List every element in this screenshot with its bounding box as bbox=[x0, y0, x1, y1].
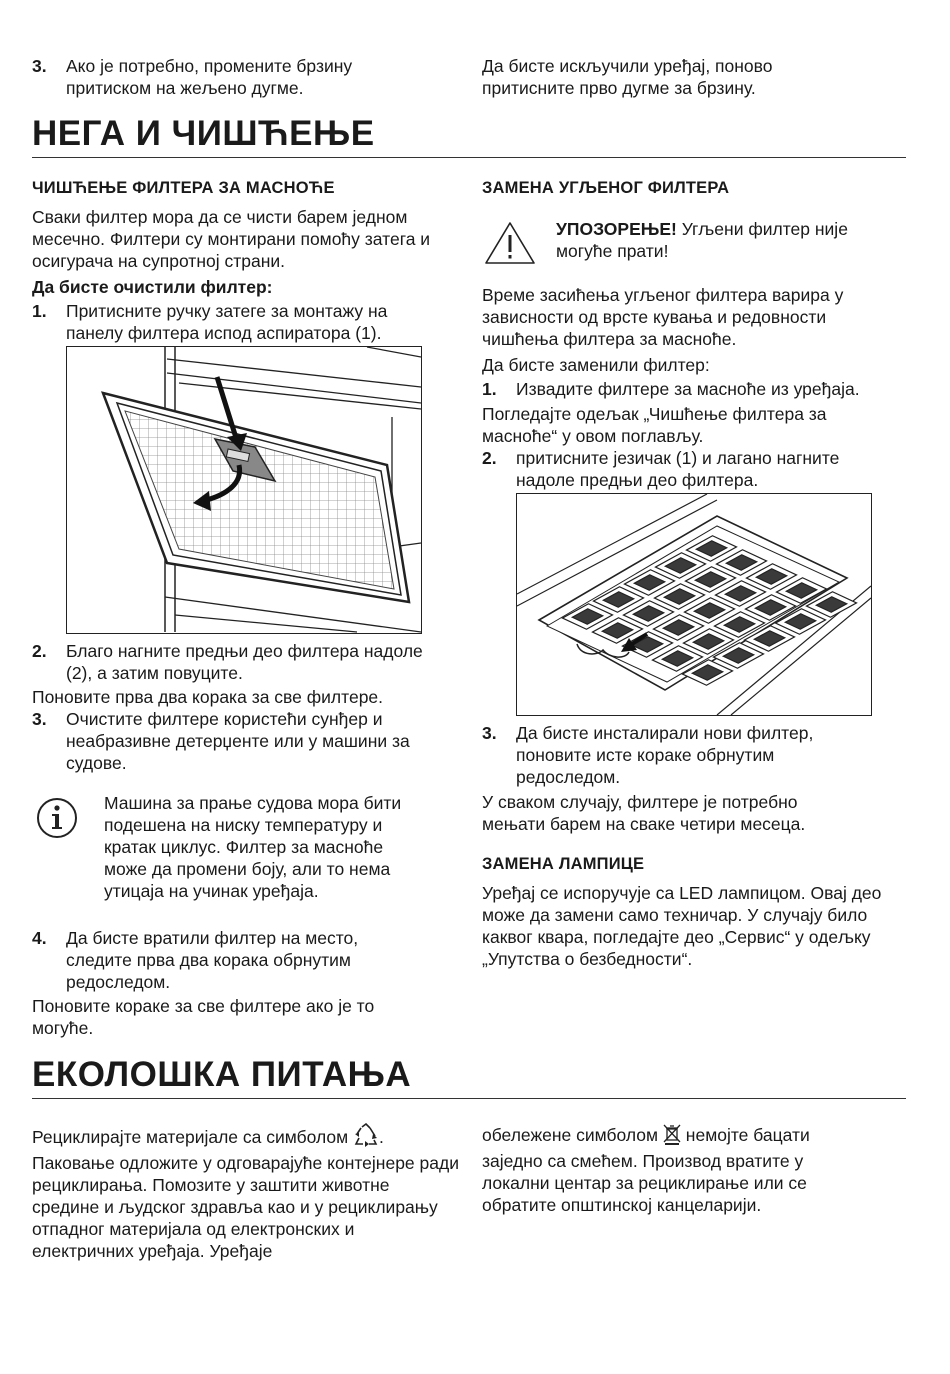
step-text: Ако је потребно, промените брзину притиском на жељено дугме. bbox=[66, 56, 353, 98]
section-title-care: НЕГА И ЧИШЋЕЊЕ bbox=[32, 114, 375, 153]
step-text: Благо нагните предњи део филтера надоле (2), а затим повуците. bbox=[66, 641, 423, 683]
weee-text-rest: немојте бацати заједно са смећем. Производ вратите у локални центар за рециклирање или се обратите општинској канцеларији. bbox=[482, 1125, 810, 1215]
step-number: 4. bbox=[32, 928, 47, 948]
grease-step-4 bbox=[32, 927, 432, 993]
step-number: 3. bbox=[32, 709, 47, 729]
turn-off-text: Да бисте искључили уређај, поново притисните прво дугме за брзину. bbox=[482, 56, 773, 98]
step-text: Да бисте вратили филтер на место, следите прва два корака обрнутим редоследом. bbox=[66, 928, 359, 992]
carbon-filter-heading: ЗАМЕНА УГЉЕНОГ ФИЛТЕРА bbox=[482, 179, 730, 197]
step-text: Очистите филтере користећи сунђер и неабразивне детерџенте или у машини за судове. bbox=[66, 709, 410, 773]
interval-text: У сваком случају, филтере је потребно мењати барем на сваке четири месеца. bbox=[482, 792, 806, 834]
recycle-text-rest: Паковање одложите у одговарајуће контејнере ради рециклирања. Помозите у заштити животне средине и људског здравља као и у рециклирању отпадног материјала од електронских и електричних уређаја. Уређаје bbox=[32, 1153, 459, 1261]
info-note-text: Машина за прање судова мора бити подешена на ниску температуру и кратак циклус. Филтер за масноће може да промени боју, али то нема утицаја на учинак уређаја. bbox=[104, 793, 402, 901]
carbon-step-1 bbox=[482, 378, 907, 400]
step-text: Извадите филтере за масноће из уређаја. bbox=[516, 379, 860, 399]
recycle-icon bbox=[353, 1123, 379, 1152]
warning-note bbox=[556, 218, 856, 262]
grease-step-1 bbox=[32, 300, 432, 344]
grease-intro: Сваки филтер мора да се чисти барем једном месечно. Филтери су монтирани помоћу затега и осигурача на супротној страни. bbox=[32, 207, 431, 271]
step-number: 3. bbox=[482, 723, 497, 743]
grease-filter-heading: ЧИШЋЕЊЕ ФИЛТЕРА ЗА МАСНОЋЕ bbox=[32, 179, 335, 197]
see-section-text: Погледајте одељак „Чишћење филтера за масноће“ у овом поглављу. bbox=[482, 404, 827, 446]
carbon-filter-figure bbox=[516, 493, 872, 716]
top-step-3 bbox=[32, 55, 462, 99]
step-text: притисните језичак (1) и лагано нагните надоле предњи део филтера. bbox=[516, 448, 840, 490]
carbon-step-2 bbox=[482, 447, 907, 491]
step-text: Притисните ручку затеге за монтажу на панелу филтера испод аспиратора (1). bbox=[66, 301, 388, 343]
section-divider bbox=[32, 157, 906, 158]
grease-filter-figure bbox=[66, 346, 422, 634]
section-divider bbox=[32, 1098, 906, 1099]
step-text: Да бисте инсталирали нови филтер, поновите исте кораке обрнутим редоследом. bbox=[516, 723, 814, 787]
replace-intro: Да бисте заменили филтер: bbox=[482, 355, 710, 375]
carbon-filter-illustration bbox=[517, 494, 871, 715]
warning-text: Угљени филтер није могуће прати! bbox=[556, 219, 848, 261]
warning-icon bbox=[484, 220, 536, 266]
step-number: 1. bbox=[32, 301, 47, 321]
grease-step-3 bbox=[32, 708, 452, 774]
weee-bin-icon bbox=[663, 1123, 681, 1150]
weee-text-first: обележене симболом bbox=[482, 1125, 659, 1145]
carbon-step-3 bbox=[482, 722, 907, 788]
recycle-paragraph: Рециклирајте материјале са симболом . Паковање одложите у одговарајуће контејнере ради рециклирања. Помозите у заштити животне средине и људског здравља као и у рециклирању отпадног материјала од електронских и електричних уређаја. Уређаје bbox=[32, 1123, 460, 1262]
step-number: 1. bbox=[482, 379, 497, 399]
grease-step-2 bbox=[32, 640, 432, 684]
warning-label: УПОЗОРЕЊЕ! bbox=[556, 219, 677, 239]
section-title-environment: ЕКОЛОШКА ПИТАЊА bbox=[32, 1055, 412, 1094]
repeat-note-1: Поновите прва два корака за све филтере. bbox=[32, 687, 384, 707]
recycle-text-first: Рециклирајте материјале са симболом bbox=[32, 1127, 349, 1147]
info-icon bbox=[35, 796, 81, 842]
grease-filter-illustration bbox=[67, 347, 421, 633]
repeat-note-2: Поновите кораке за све филтере ако је то могуће. bbox=[32, 996, 375, 1038]
step-number: 2. bbox=[32, 641, 47, 661]
step-number: 2. bbox=[482, 448, 497, 468]
clean-subheading: Да бисте очистили филтер: bbox=[32, 277, 273, 297]
weee-paragraph bbox=[482, 1123, 862, 1216]
lamp-text: Уређај се испоручује са LED лампицом. Овај део може да замени само техничар. У случају било каквог квара, погледајте део „Сервис“ у одељку „Упутства о безбедности“. bbox=[482, 883, 882, 969]
step-number: 3. bbox=[32, 56, 47, 76]
lamp-heading: ЗАМЕНА ЛАМПИЦЕ bbox=[482, 855, 645, 873]
saturation-text: Време засићења угљеног филтера варира у зависности од врсте кувања и редовности чишћења филтера за масноће. bbox=[482, 285, 844, 349]
